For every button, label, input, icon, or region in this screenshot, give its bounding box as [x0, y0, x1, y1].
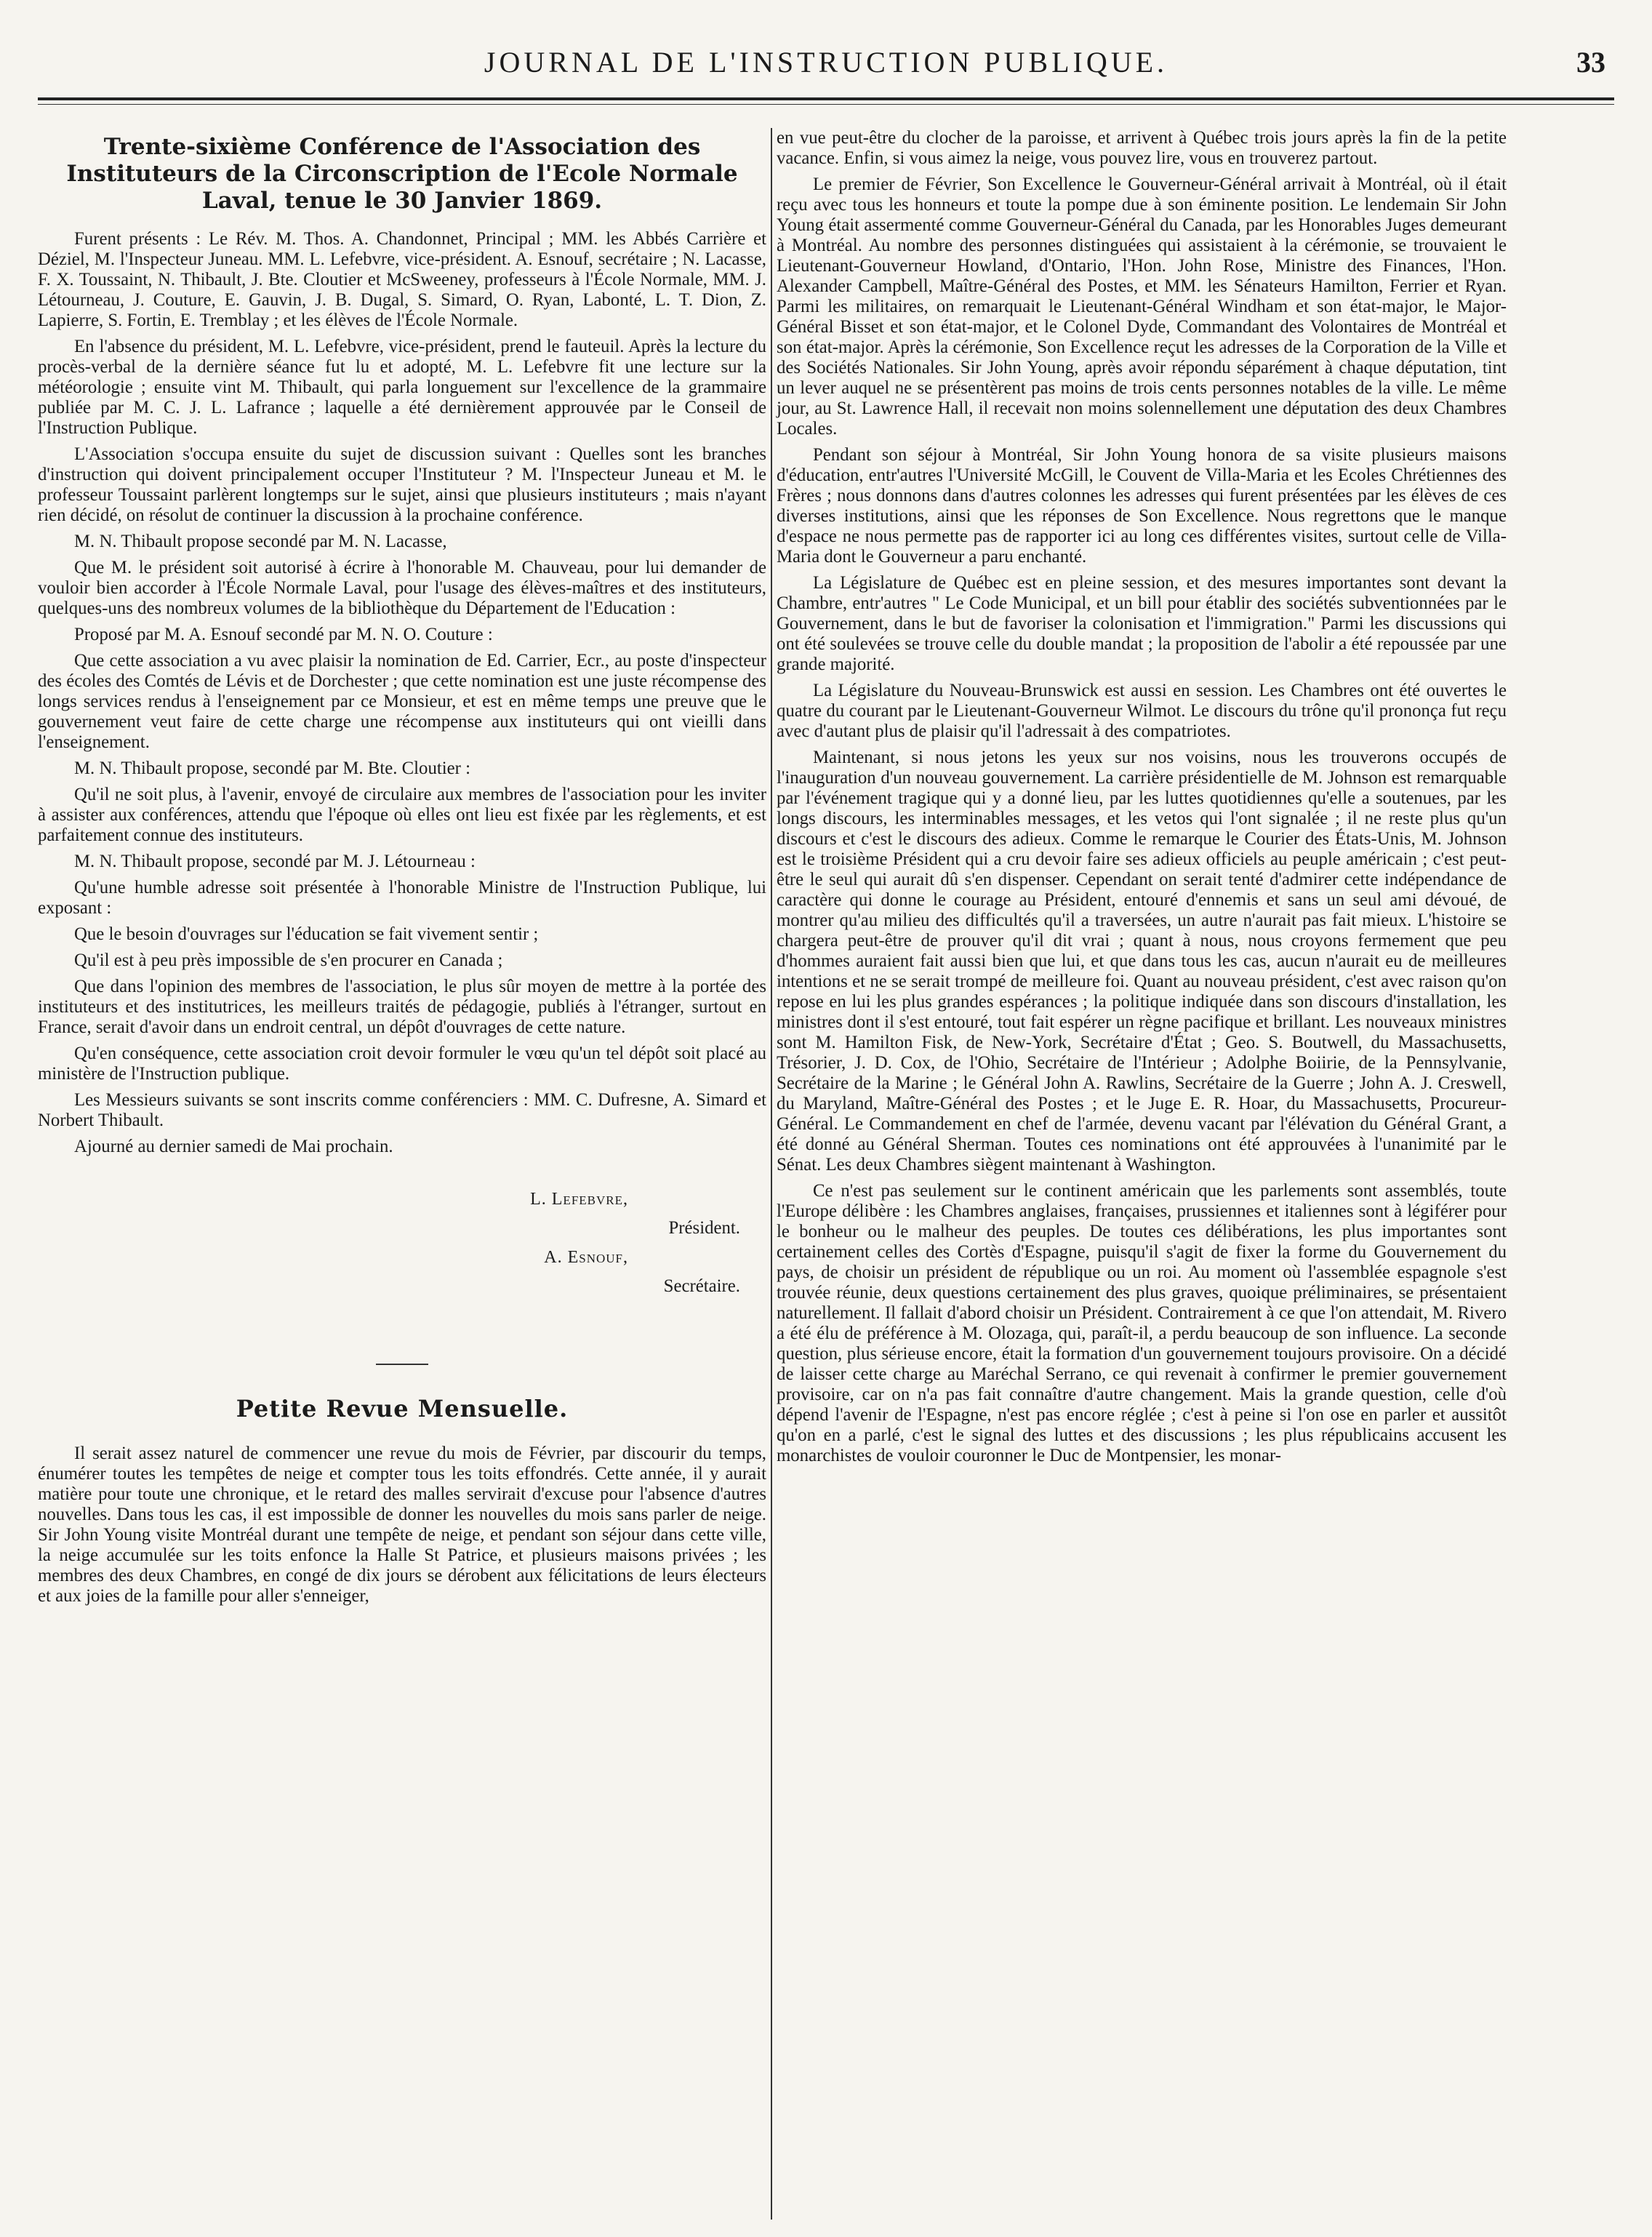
resolution-paragraph: Que dans l'opinion des membres de l'association, le plus sûr moyen de mettre à la portée des instituteurs et des institutrices, les meilleurs traités de pédagogie, publiés à l'étranger, surtout en France, serait d'avoir dans un endroit central, un dépôt d'ouvrages de cette nature. — [38, 977, 766, 1037]
right-column — [777, 128, 1507, 1472]
president-name — [38, 1189, 766, 1209]
resolution-paragraph: Qu'une humble adresse soit présentée à l'honorable Ministre de l'Instruction Publique, lui exposant : — [38, 878, 766, 918]
running-head — [38, 38, 1614, 89]
left-column — [38, 128, 766, 1612]
discussion-paragraph: L'Association s'occupa ensuite du sujet de discussion suivant : Quelles sont les branches d'instruction qui doivent principalement occuper l'Instituteur ? M. l'Inspecteur Juneau et M. le professeur Toussaint parlèrent longtemps sur le sujet, ainsi que plusieurs instituteurs ; mais n'ayant rien décidé, on résolut de continuer la discussion à la prochaine conférence. — [38, 444, 766, 525]
president-role: Président. — [668, 1218, 740, 1238]
page-number: 33 — [1576, 46, 1605, 79]
secretary-role: Secrétaire. — [663, 1276, 740, 1296]
resolution-paragraph: Que le besoin d'ouvrages sur l'éducation se fait vivement sentir ; — [74, 924, 539, 944]
review-paragraph: La Législature du Nouveau-Brunswick est aussi en session. Les Chambres ont été ouvertes le quatre du courant par le Lieutenant-Gouverneur Wilmot. Le discours du trône qu'il prononça fut reçu avec d'autant plus de plaisir qu'il l'adressait à des compatriotes. — [777, 681, 1507, 741]
resolution-paragraph: Qu'en conséquence, cette association croit devoir formuler le vœu qu'un tel dépôt soit placé au ministère de l'Instruction publique. — [38, 1044, 766, 1084]
minutes-paragraph: En l'absence du président, M. L. Lefebvre, vice-président, prend le fauteuil. Après la lecture du procès-verbal de la dernière séance fut lu et adopté, M. L. Lefebvre fit une lecture sur la météorologie ; ensuite vint M. Thibault, qui parla longuement sur l'excellence de la grammaire publiée par M. C. J. L. Lafrance ; laquelle a été dernièrement approuvée par le Conseil de l'Instruction Publique. — [38, 337, 766, 438]
resolution-paragraph: Que cette association a vu avec plaisir la nomination de Ed. Carrier, Ecr., au poste d'inspecteur des écoles des Comtés de Lévis et de Dorchester ; que cette nomination est une juste récompense des longs services rendus à l'enseignement par ce Monsieur, et est en même temps une preuve que le gouvernement veut faire de cette charge une récompense aux instituteurs qui ont vieilli dans l'enseignement. — [38, 651, 766, 752]
motion-paragraph: M. N. Thibault propose, secondé par M. Bte. Cloutier : — [74, 759, 470, 778]
section-title: Petite Revue Mensuelle. — [236, 1395, 569, 1422]
adjournment-paragraph: Ajourné au dernier samedi de Mai prochain. — [74, 1137, 393, 1156]
review-paragraph: Le premier de Février, Son Excellence le Gouverneur-Général arrivait à Montréal, où il était reçu avec tous les honneurs et toute la pompe due à son éminente position. Le lendemain Sir John Young était assermenté comme Gouverneur-Général du Canada, par les Honorables Juges demeurant à Montréal. Au nombre des personnes distinguées qui assistaient à la cérémonie, se trouvaient le Lieutenant-Gouverneur Howland, d'Ontario, l'Hon. John Rose, Ministre des Finances, l'Hon. Alexander Campbell, Maître-Général des Postes, et MM. les Sénateurs Hamilton, Ferrier et Ryan. Parmi les militaires, on remarquait le Lieutenant-Général Windham et son état-major, le Major-Général Bisset et son état-major, et le Colonel Dyde, Commandant des Volontaires de Montréal et son état-major. Après la cérémonie, Son Excellence reçut les adresses de la Corporation de la Ville et des Sociétés Nationales. Sir John Young, après avoir répondu séparément à chaque députation, tint un lever auquel ne se présentèrent pas moins de trois cents personnes notables de la ville. Le même jour, au St. Lawrence Hall, il recevait non moins solennellement une députation des deux Chambres Locales. — [777, 175, 1507, 439]
resolution-paragraph: Qu'il ne soit plus, à l'avenir, envoyé de circulaire aux membres de l'association pour les inviter à assister aux conférences, attendu que l'époque où elles ont lieu est fixée par les règlements, et est parfaitement connue des instituteurs. — [38, 785, 766, 845]
resolution-paragraph: Qu'il est à peu près impossible de s'en procurer en Canada ; — [74, 951, 503, 970]
column-divider — [771, 128, 772, 2220]
signoff-block — [38, 1189, 766, 1297]
motion-paragraph: M. N. Thibault propose secondé par M. N. Lacasse, — [74, 532, 447, 551]
president-name-text: L. Lefebvre, — [530, 1190, 628, 1209]
secretary-name-text: A. Esnouf, — [544, 1248, 628, 1267]
review-paragraph: Il serait assez naturel de commencer une revue du mois de Février, par discourir du temps, énumérer toutes les tempêtes de neige et compter tous les toits effondrés. Cette année, il y aurait matière pour toute une chronique, et le retard des malles servirait d'excuse pour l'absence d'autres nouvelles. Dans tous les cas, il est impossible de donner les nouvelles du mois sans parler de neige. Sir John Young visite Montréal durant une tempête de neige, et pendant son séjour dans cette ville, la neige accumulée sur les toits enfonce la Halle St Patrice, et plusieurs maisons privées ; les membres des deux Chambres, en congé de dix jours se dérobent aux félicitations de leurs électeurs et aux joies de la famille pour aller s'enneiger, — [38, 1444, 766, 1606]
secretary-name — [38, 1247, 766, 1268]
review-paragraph: Pendant son séjour à Montréal, Sir John Young honora de sa visite plusieurs maisons d'éducation, entr'autres l'Université McGill, le Couvent de Villa-Maria et les Ecoles Chrétiennes des Frères ; nous donnons dans d'autres colonnes les adresses qui furent présentées par les élèves de ces diverses institutions, ainsi que les réponses de Son Excellence. Nous regrettons que le manque d'espace ne nous permette pas de rapporter ici au long ces différentes visites, surtout celle de Villa-Maria dont le Gouverneur a paru enchanté. — [777, 445, 1507, 567]
speakers-paragraph: Les Messieurs suivants se sont inscrits comme conférenciers : MM. C. Dufresne, A. Simard et Norbert Thibault. — [38, 1090, 766, 1130]
review-paragraph: La Législature de Québec est en pleine session, et des mesures importantes sont devant la Chambre, entr'autres " Le Code Municipal, et un bill pour établir des sociétés subventionnées par le Gouvernement, dans le but de favoriser la colonisation et l'immigration." Parmi les discussions qui ont été soulevées se trouve celle du double mandat ; la proposition de l'abolir a été repoussée par une grande majorité. — [777, 573, 1507, 674]
review-paragraph: Maintenant, si nous jetons les yeux sur nos voisins, nous les trouverons occupés de l'inauguration d'un nouveau gouvernement. La carrière présidentielle de M. Johnson est remarquable par l'événement tragique qui y a donné lieu, par les luttes quotidiennes qu'elle a soutenues, par les longs discours, les interminables messages, et les vetos qui l'ont signalée ; il ne reste plus qu'un discours et c'est le discours des adieux. Comme le remarque le Courier des États-Unis, M. Johnson est le troisième Président qui a cru devoir faire ses adieux officiels au peuple américain ; c'est peut-être le seul qui aurait dû s'en dispenser. Cependant on serait tenté d'admirer cette indépendance de caractère qui donne le courage au Président, entouré d'ennemis et sans un seul ami dévoué, de montrer qu'au milieu des difficultés qu'il a traversées, un autre n'aurait pas fait mieux. L'histoire se chargera peut-être de prouver qu'il dit vrai ; quant à nous, nous croyons fermement que peu d'hommes auraient fait aussi bien que lui, et que dans tous les cas, aucun n'aurait eu de meilleures intentions et ne se serait trompé de meilleure foi. Quant au nouveau président, c'est avec raison qu'on repose en lui les plus grandes espérances ; la politique indiquée dans son discours d'installation, les ministres dont il s'est entouré, tout fait espérer un règne pacifique et brillant. Les nouveaux ministres sont M. Hamilton Fisk, de New-York, Secrétaire d'État ; Geo. S. Boutwell, du Massachusetts, Trésorier, J. D. Cox, de l'Ohio, Secrétaire de l'Intérieur ; Adolphe Boiirie, de la Pennsylvanie, Secrétaire de la Marine ; le Général John A. Rawlins, Secrétaire de la Guerre ; John A. J. Creswell, du Maryland, Maître-Général des Postes ; et le Juge E. R. Hoar, du Massachusetts, Procureur-Général. Le Commandement en chef de l'armée, devenu vacant par l'élévation du Général Grant, a été donné au Général Sherman. Toutes ces nominations ont été approuvées à l'unanimité par le Sénat. Les deux Chambres siègent maintenant à Washington. — [777, 748, 1507, 1174]
article-title: Trente-sixième Conférence de l'Association des Instituteurs de la Circonscription de l'Ecole Normale Laval, tenue le 30 Janvier 1869. — [66, 134, 738, 214]
journal-title: JOURNAL DE L'INSTRUCTION PUBLIQUE. — [484, 46, 1168, 79]
review-paragraph: en vue peut-être du clocher de la paroisse, et arrivent à Québec trois jours après la fin de la petite vacance. Enfin, si vous aimez la neige, vous pouvez lire, vous en trouverez partout. — [777, 128, 1507, 168]
attendance-paragraph: Furent présents : Le Rév. M. Thos. A. Chandonnet, Principal ; MM. les Abbés Carrière et Déziel, M. l'Inspecteur Juneau. MM. L. Lefebvre, vice-président. A. Esnouf, secrétaire ; N. Lacasse, F. X. Toussaint, N. Thibault, J. Bte. Cloutier et McSweeney, professeurs à l'École Normale, MM. J. Létourneau, J. Couture, E. Gauvin, J. B. Dugal, S. Simard, O. Ryan, Labonté, L. T. Dion, Z. Lapierre, S. Fortin, E. Tremblay ; et les élèves de l'École Normale. — [38, 229, 766, 330]
review-paragraph: Ce n'est pas seulement sur le continent américain que les parlements sont assemblés, toute l'Europe délibère : les Chambres anglaises, françaises, prussiennes et italiennes sont à légiférer pour le bonheur ou le malheur des peuples. De toutes ces délibérations, les plus importantes sont certainement celles des Cortès d'Espagne, puisqu'il s'agit de fixer la forme du Gouvernement du pays, de choisir un président de république ou un roi. Au moment où l'assemblée espagnole s'est trouvée réunie, deux questions certainement des plus graves, quoique préliminaires, se présentaient naturellement. Il fallait d'abord choisir un Président. Contrairement à ce que l'on attendait, M. Rivero a été élu de préférence à M. Olozaga, qui, paraît-il, a perdu beaucoup de son influence. La seconde question, plus sérieuse encore, était la formation d'un gouvernement toujours provisoire. On a décidé de laisser cette charge au Maréchal Serrano, ce qui revenait à confirmer le premier gouvernement provisoire, car on n'a pas fait connaître d'autre changement. Mais la grande question, celle d'où dépend l'avenir de l'Espagne, n'est pas encore réglée ; c'est à peine si l'on ose en parler et aussitôt qu'on en a parlé, c'est le signal des luttes et des discussions ; les plus républicains accusent les monarchistes de vouloir couronner le Duc de Montpensier, les monar- — [777, 1181, 1507, 1465]
motion-paragraph: M. N. Thibault propose, secondé par M. J. Létourneau : — [74, 852, 476, 871]
section-divider — [376, 1364, 428, 1365]
motion-paragraph: Proposé par M. A. Esnouf secondé par M. N. O. Couture : — [74, 625, 493, 644]
header-rule — [38, 97, 1614, 105]
resolution-paragraph: Que M. le président soit autorisé à écrire à l'honorable M. Chauveau, pour lui demander de vouloir bien accorder à l'École Normale Laval, pour l'usage des élèves-maîtres et des instituteurs, quelques-uns des nombreux volumes de la bibliothèque du Département de l'Education : — [38, 558, 766, 618]
